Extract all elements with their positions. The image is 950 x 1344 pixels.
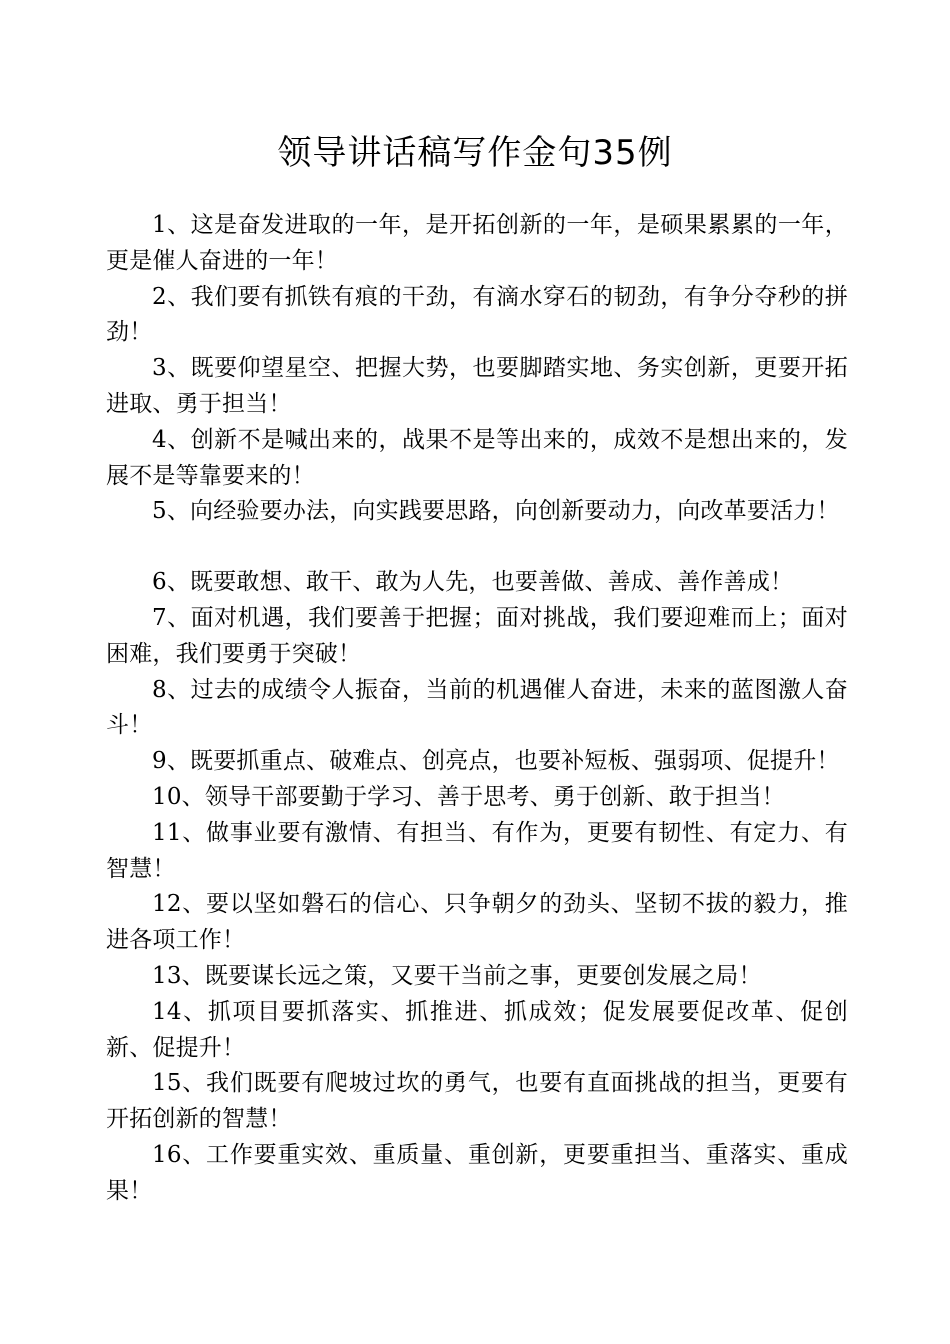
quote-paragraph-9: 9、既要抓重点、破难点、创亮点，也要补短板、强弱项、促提升！ <box>152 748 840 775</box>
quote-paragraph-7: 7、面对机遇，我们要善于把握；面对挑战，我们要迎难而上；面对困难，我们要勇于突破！ <box>106 604 848 667</box>
quote-paragraph-16: 16、工作要重实效、重质量、重创新，更要重担当、重落实、重成果！ <box>106 1141 848 1204</box>
paragraph-gap <box>106 530 848 565</box>
quote-paragraph-4: 4、创新不是喊出来的，战果不是等出来的，成效不是想出来的，发展不是等靠要来的！ <box>106 426 848 489</box>
quote-paragraph-13: 13、既要谋长远之策，又要干当前之事，更要创发展之局！ <box>152 962 762 989</box>
document-title: 领导讲话稿写作金句35例 <box>277 133 673 173</box>
quote-paragraph-3: 3、既要仰望星空、把握大势，也要脚踏实地、务实创新，更要开拓进取、勇于担当！ <box>106 355 848 417</box>
quote-paragraph-6: 6、既要敢想、敢干、敢为人先，也要善做、善成、善作善成！ <box>152 569 794 596</box>
quote-paragraph-2: 2、我们要有抓铁有痕的干劲，有滴水穿石的韧劲，有争分夺秒的拼劲！ <box>106 283 848 346</box>
quote-paragraph-8: 8、过去的成绩令人振奋，当前的机遇催人奋进，未来的蓝图激人奋斗！ <box>106 676 848 739</box>
quote-paragraph-14: 14、抓项目要抓落实、抓推进、抓成效；促发展要促改革、促创新、促提升！ <box>106 998 848 1061</box>
quote-paragraph-1: 1、这是奋发进取的一年，是开拓创新的一年，是硕果累累的一年，更是催人奋进的一年！ <box>106 212 848 274</box>
quote-paragraph-10: 10、领导干部要勤于学习、善于思考、勇于创新、敢于担当！ <box>152 783 785 810</box>
document-body <box>106 208 848 1210</box>
quote-paragraph-15: 15、我们既要有爬坡过坎的勇气，也要有直面挑战的担当，更要有开拓创新的智慧！ <box>106 1070 848 1133</box>
quote-paragraph-5: 5、向经验要办法，向实践要思路，向创新要动力，向改革要活力！ <box>152 498 840 525</box>
quote-paragraph-12: 12、要以坚如磐石的信心、只争朝夕的劲头、坚韧不拔的毅力，推进各项工作！ <box>106 891 848 954</box>
quote-paragraph-11: 11、做事业要有激情、有担当、有作为，更要有韧性、有定力、有智慧！ <box>106 819 848 882</box>
